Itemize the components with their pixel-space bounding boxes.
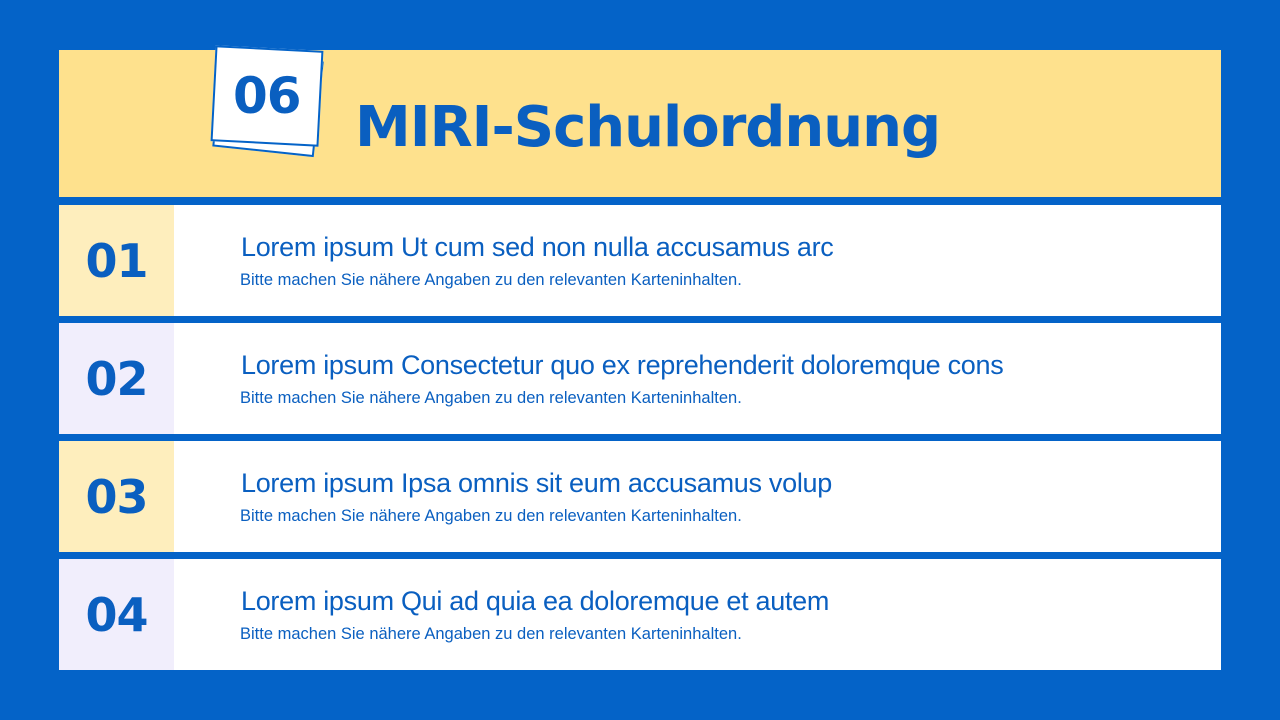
item-number: 04 bbox=[85, 587, 148, 642]
item-title: Lorem ipsum Consectetur quo ex reprehenderit doloremque cons bbox=[241, 350, 1004, 380]
number-badge bbox=[211, 46, 329, 162]
header-banner bbox=[59, 50, 1221, 197]
item-number: 03 bbox=[85, 469, 148, 524]
item-number-cell bbox=[59, 205, 174, 316]
item-subtitle: Bitte machen Sie nähere Angaben zu den relevanten Karteninhalten. bbox=[240, 389, 742, 407]
item-number-cell bbox=[59, 323, 174, 434]
item-number-cell bbox=[59, 441, 174, 552]
badge-number: 06 bbox=[233, 67, 301, 125]
item-title: Lorem ipsum Ut cum sed non nulla accusamus arc bbox=[241, 232, 834, 262]
item-subtitle: Bitte machen Sie nähere Angaben zu den relevanten Karteninhalten. bbox=[240, 625, 742, 643]
item-title: Lorem ipsum Ipsa omnis sit eum accusamus volup bbox=[241, 468, 832, 498]
badge-front-card bbox=[211, 45, 324, 147]
item-subtitle: Bitte machen Sie nähere Angaben zu den relevanten Karteninhalten. bbox=[240, 507, 742, 525]
list-item bbox=[59, 441, 1221, 552]
item-number: 01 bbox=[85, 233, 148, 288]
item-subtitle: Bitte machen Sie nähere Angaben zu den relevanten Karteninhalten. bbox=[240, 271, 742, 289]
list-item bbox=[59, 559, 1221, 670]
page-title: MIRI-Schulordnung bbox=[355, 95, 941, 160]
list-item bbox=[59, 323, 1221, 434]
item-title: Lorem ipsum Qui ad quia ea doloremque et autem bbox=[241, 586, 830, 616]
list-item bbox=[59, 205, 1221, 316]
item-number-cell bbox=[59, 559, 174, 670]
item-number: 02 bbox=[85, 351, 148, 406]
